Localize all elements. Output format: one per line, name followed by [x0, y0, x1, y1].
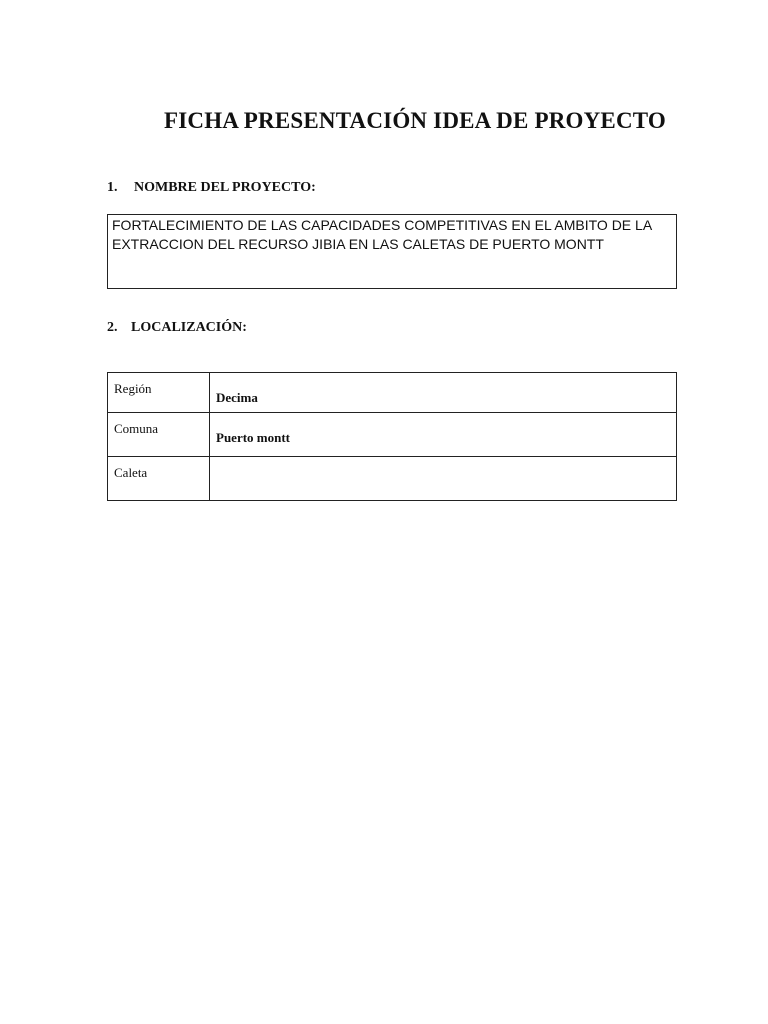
region-label: Región — [108, 373, 210, 413]
page-title: FICHA PRESENTACIÓN IDEA DE PROYECTO — [163, 108, 666, 133]
table-row-region — [108, 373, 677, 413]
section-number: 2. — [107, 320, 118, 335]
section-number: 1. — [107, 180, 118, 195]
project-name-text: FORTALECIMIENTO DE LAS CAPACIDADES COMPETITIVAS EN EL AMBITO DE LA EXTRACCION DEL RECURSO JIBIA EN LAS CALETAS DE PUERTO MONTT — [112, 217, 652, 252]
region-value: Decima — [210, 373, 677, 413]
section-heading-text: LOCALIZACIÓN: — [131, 320, 247, 335]
section-heading-project-name — [107, 180, 316, 196]
section-heading-location — [107, 320, 247, 336]
section-heading-text: NOMBRE DEL PROYECTO: — [134, 180, 316, 195]
caleta-value — [210, 457, 677, 501]
table-row-comuna — [108, 413, 677, 457]
location-table — [107, 372, 677, 501]
table-row-caleta — [108, 457, 677, 501]
comuna-label: Comuna — [108, 413, 210, 457]
comuna-value: Puerto montt — [210, 413, 677, 457]
project-name-box — [107, 214, 677, 289]
caleta-label: Caleta — [108, 457, 210, 501]
